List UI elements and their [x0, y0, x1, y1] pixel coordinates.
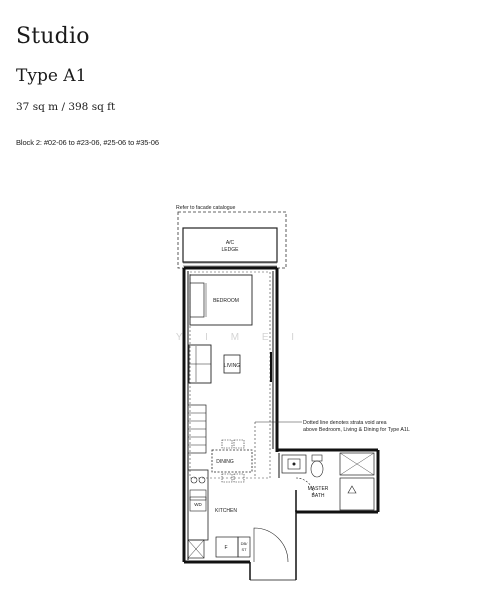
living-label: LIVING	[223, 363, 241, 369]
ac-ledge-label-2: LEDGE	[221, 247, 239, 253]
wd-label: WD	[194, 502, 202, 507]
bath-storage	[340, 478, 374, 510]
master-bath-label-2: BATH	[311, 493, 325, 499]
kitchen-label: KITCHEN	[215, 508, 237, 514]
db-label-2: ST	[241, 547, 247, 552]
toilet	[312, 455, 322, 461]
sink	[190, 490, 206, 500]
dining-label: DINING	[216, 459, 234, 465]
unit-type: Type A1	[16, 66, 87, 86]
unit-title: Studio	[16, 24, 90, 49]
db-label-1: DB/	[240, 541, 248, 546]
entrance-door-swing	[254, 528, 288, 562]
ac-ledge-label-1: A/C	[225, 240, 235, 246]
block-info: Block 2: #02-06 to #23-06, #25-06 to #35-06	[16, 138, 159, 147]
fridge-label: F	[224, 545, 228, 551]
void-note-1: Dotted line denotes strata void area	[303, 420, 387, 426]
void-note-2: above Bedroom, Living & Dining for Type A1L	[303, 427, 410, 433]
bedroom-label: BEDROOM	[213, 298, 239, 304]
facade-note: Refer to facade catalogue	[176, 205, 236, 211]
unit-walls	[184, 268, 277, 562]
watermark: Y I M E I	[175, 332, 305, 343]
master-bath-label-1: MASTER	[307, 486, 329, 492]
unit-area: 37 sq m / 398 sq ft	[16, 101, 116, 113]
pillow	[190, 283, 204, 317]
